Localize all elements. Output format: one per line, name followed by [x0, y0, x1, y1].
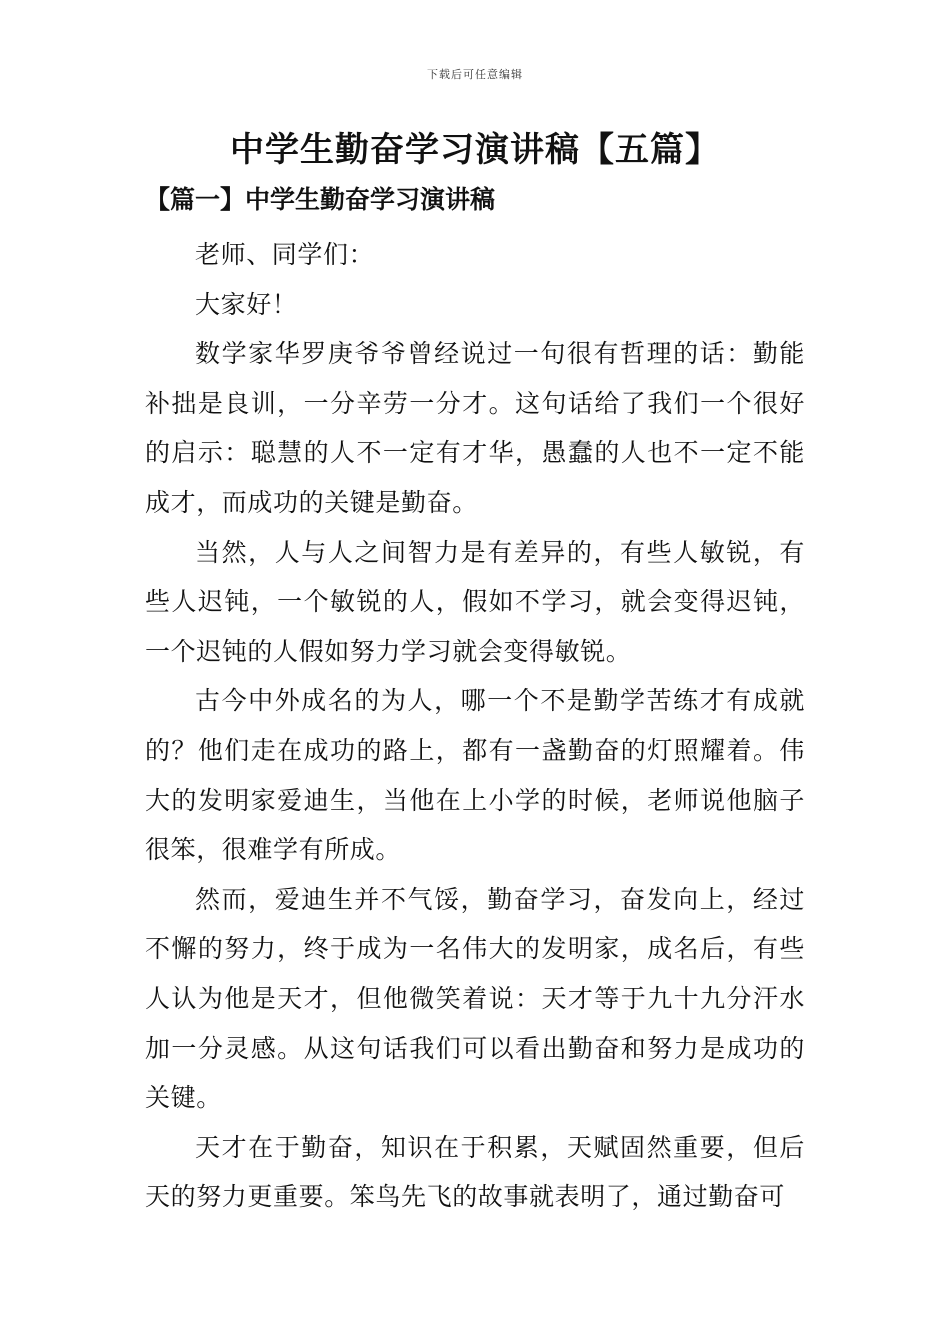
- paragraph: 然而，爱迪生并不气馁，勤奋学习，奋发向上，经过不懈的努力，终于成为一名伟大的发明家，成名后，有些人认为他是天才，但他微笑着说：天才等于九十九分汗水加一分灵感。从这句话我们可以看出勤奋和努力是成功的关键。: [145, 884, 805, 1113]
- paragraph: 数学家华罗庚爷爷曾经说过一句很有哲理的话：勤能补拙是良训，一分辛劳一分才。这句话给了我们一个很好的启示：聪慧的人不一定有才华，愚蠢的人也不一定不能成才，而成功的关键是勤奋。: [145, 339, 805, 517]
- body-text: [145, 230, 805, 1222]
- document-title: 中学生勤奋学习演讲稿【五篇】: [230, 130, 720, 170]
- paragraph-greeting-audience: 老师、同学们：: [195, 240, 375, 269]
- section-heading: 【篇一】中学生勤奋学习演讲稿: [145, 185, 496, 214]
- header-note: 下载后可任意编辑: [427, 68, 523, 81]
- paragraph-greeting: 大家好！: [195, 289, 298, 319]
- paragraph: 古今中外成名的为人，哪一个不是勤学苦练才有成就的？他们走在成功的路上，都有一盏勤奋的灯照耀着。伟大的发明家爱迪生，当他在上小学的时候，老师说他脑子很笨，很难学有所成。: [145, 686, 805, 865]
- paragraph: 天才在于勤奋，知识在于积累，天赋固然重要，但后天的努力更重要。笨鸟先飞的故事就表明了，通过勤奋可: [145, 1132, 805, 1212]
- paragraph: 当然，人与人之间智力是有差异的，有些人敏锐，有些人迟钝，一个敏锐的人，假如不学习，就会变得迟钝，一个迟钝的人假如努力学习就会变得敏锐。: [145, 537, 805, 666]
